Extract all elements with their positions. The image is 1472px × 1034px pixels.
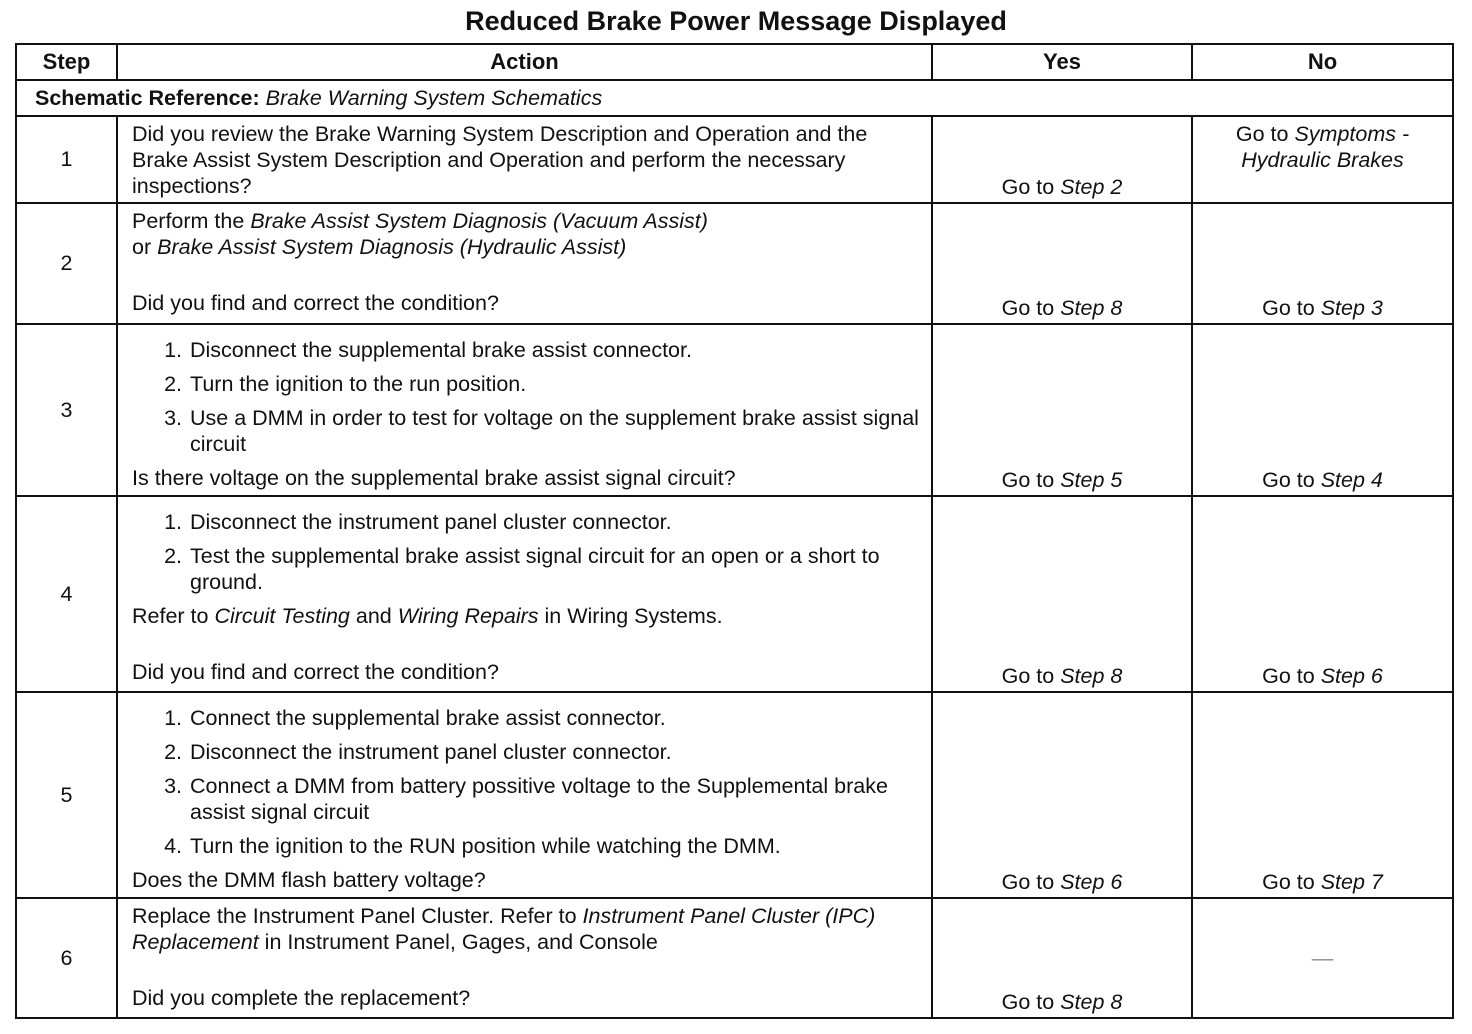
goto-text: Go to <box>1235 122 1289 146</box>
in-text: in Wiring Systems. <box>544 604 723 628</box>
no-result-dash: — <box>1311 945 1334 970</box>
yes-link[interactable]: Step 2 <box>1060 175 1123 199</box>
header-action: Action <box>117 44 932 80</box>
goto-text: Go to <box>1001 468 1055 492</box>
goto-text: Go to <box>1262 296 1315 320</box>
list-item: 1. Connect the supplemental brake assist connector. <box>188 705 921 731</box>
no-link[interactable]: Symptoms - Hydraulic Brakes <box>1241 122 1410 172</box>
table-row <box>16 692 1453 898</box>
yes-cell <box>932 116 1192 203</box>
action-question: Does the DMM flash battery voltage? <box>132 868 486 892</box>
step-number: 5 <box>16 692 117 898</box>
yes-cell <box>932 324 1192 496</box>
list-item: 1. Disconnect the supplemental brake assist connector. <box>188 337 921 363</box>
header-yes: Yes <box>932 44 1192 80</box>
table-row <box>16 496 1453 692</box>
action-question: Did you find and correct the condition? <box>132 660 499 684</box>
goto-text: Go to <box>1262 870 1315 894</box>
page-title: Reduced Brake Power Message Displayed <box>465 6 1007 36</box>
circuit-testing-link[interactable]: Circuit Testing <box>214 604 350 628</box>
or-text: or <box>132 235 152 259</box>
step-number: 4 <box>16 496 117 692</box>
no-link[interactable]: Step 4 <box>1320 468 1383 492</box>
schematic-link[interactable]: Brake Warning System Schematics <box>265 85 603 110</box>
action-list <box>132 337 921 457</box>
goto-text: Go to <box>1262 468 1315 492</box>
yes-link[interactable]: Step 5 <box>1060 468 1123 492</box>
step-number: 6 <box>16 898 117 1018</box>
refer-text: Refer to <box>132 604 209 628</box>
action-list <box>132 705 921 859</box>
step-number: 2 <box>16 203 117 324</box>
action-line <box>132 903 921 955</box>
step-number: 3 <box>16 324 117 496</box>
diagnosis-link[interactable]: Brake Assist System Diagnosis (Hydraulic Assist) <box>157 235 627 259</box>
yes-cell <box>932 496 1192 692</box>
schematic-row <box>16 80 1453 116</box>
action-cell <box>117 324 932 496</box>
no-link[interactable]: Step 3 <box>1320 296 1383 320</box>
no-cell <box>1192 324 1453 496</box>
no-link[interactable]: Step 7 <box>1320 870 1383 894</box>
table-row <box>16 203 1453 324</box>
yes-link[interactable]: Step 8 <box>1060 296 1123 320</box>
schematic-reference <box>16 80 1453 116</box>
action-cell <box>117 203 932 324</box>
list-item: 3. Use a DMM in order to test for voltage on the supplement brake assist signal circuit <box>188 405 921 457</box>
action-cell <box>117 116 932 203</box>
diagnosis-link[interactable]: Brake Assist System Diagnosis (Vacuum Assist) <box>250 209 708 233</box>
header-row <box>16 44 1453 80</box>
list-item: 1. Disconnect the instrument panel cluster connector. <box>188 509 921 535</box>
and-text: and <box>355 604 392 628</box>
schematic-label: Schematic Reference: <box>35 85 260 110</box>
no-cell <box>1192 496 1453 692</box>
replace-text: Replace the Instrument Panel Cluster. Refer to <box>132 904 577 928</box>
table-row <box>16 116 1453 203</box>
no-cell <box>1192 692 1453 898</box>
in-text: in Instrument Panel, Gages, and Console <box>264 930 658 954</box>
header-no: No <box>1192 44 1453 80</box>
action-line <box>132 208 921 234</box>
goto-text: Go to <box>1001 296 1055 320</box>
list-item: 3. Connect a DMM from battery possitive voltage to the Supplemental brake assist signal circuit <box>188 773 921 825</box>
perform-text: Perform the <box>132 209 245 233</box>
list-item: 2. Turn the ignition to the run position. <box>188 371 921 397</box>
yes-cell <box>932 898 1192 1018</box>
action-cell <box>117 692 932 898</box>
yes-link[interactable]: Step 6 <box>1060 870 1123 894</box>
list-item: 2. Test the supplemental brake assist signal circuit for an open or a short to ground. <box>188 543 921 595</box>
goto-text: Go to <box>1001 664 1055 688</box>
action-cell <box>117 898 932 1018</box>
no-cell <box>1192 898 1453 1018</box>
table-row <box>16 324 1453 496</box>
step-number: 1 <box>16 116 117 203</box>
yes-link[interactable]: Step 8 <box>1060 990 1123 1014</box>
list-item: 2. Disconnect the instrument panel cluster connector. <box>188 739 921 765</box>
diagnostic-table <box>15 43 1454 1019</box>
action-question: Is there voltage on the supplemental brake assist signal circuit? <box>132 466 736 490</box>
action-question: Did you find and correct the condition? <box>132 291 499 315</box>
goto-text: Go to <box>1262 664 1315 688</box>
header-step: Step <box>16 44 117 80</box>
no-link[interactable]: Step 6 <box>1320 664 1383 688</box>
yes-link[interactable]: Step 8 <box>1060 664 1123 688</box>
wiring-repairs-link[interactable]: Wiring Repairs <box>397 604 539 628</box>
action-cell <box>117 496 932 692</box>
no-cell <box>1192 116 1453 203</box>
ipc-replacement-link[interactable]: Instrument Panel Cluster (IPC) Replacement <box>132 904 876 954</box>
goto-text: Go to <box>1001 870 1055 894</box>
table-row <box>16 898 1453 1018</box>
yes-cell <box>932 203 1192 324</box>
yes-cell <box>932 692 1192 898</box>
action-list <box>132 509 921 595</box>
action-text: Did you review the Brake Warning System Description and Operation and the Brake Assist System Description and Operation and perform the necessary inspections? <box>132 122 868 198</box>
goto-text: Go to <box>1001 175 1055 199</box>
goto-text: Go to <box>1001 990 1055 1014</box>
action-line <box>132 603 921 629</box>
list-item: 4. Turn the ignition to the RUN position while watching the DMM. <box>188 833 921 859</box>
action-question: Did you complete the replacement? <box>132 986 471 1010</box>
action-line <box>132 234 921 260</box>
no-cell <box>1192 203 1453 324</box>
